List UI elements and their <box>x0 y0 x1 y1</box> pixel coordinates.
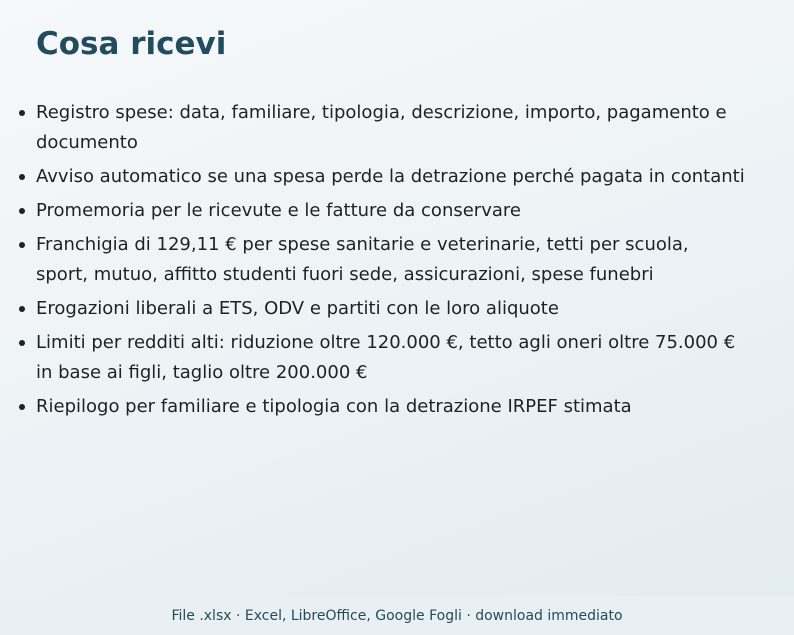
bullet-icon <box>19 110 25 116</box>
list-item <box>36 98 756 158</box>
list-item <box>36 392 756 422</box>
list-item-text: Franchigia di 129,11 € per spese sanitarie e veterinarie, tetti per scuola, sport, mutuo, affitto studenti fuori sede, assicurazioni, spese funebri <box>36 234 689 285</box>
feature-list <box>36 98 756 426</box>
bullet-icon <box>19 174 25 180</box>
bullet-icon <box>19 340 25 346</box>
list-item-text: Limiti per redditi alti: riduzione oltre 120.000 €, tetto agli oneri oltre 75.000 € in base ai figli, taglio oltre 200.000 € <box>36 332 736 383</box>
list-item <box>36 162 756 192</box>
bullet-icon <box>19 208 25 214</box>
list-item-text: Avviso automatico se una spesa perde la detrazione perché pagata in contanti <box>36 166 745 187</box>
list-item <box>36 294 756 324</box>
list-item <box>36 328 756 388</box>
list-item-text: Registro spese: data, familiare, tipologia, descrizione, importo, pagamento e documento <box>36 102 727 153</box>
page-title: Cosa ricevi <box>36 26 227 62</box>
list-item-text: Erogazioni liberali a ETS, ODV e partiti con le loro aliquote <box>36 298 559 319</box>
list-item-text: Riepilogo per familiare e tipologia con la detrazione IRPEF stimata <box>36 396 632 417</box>
bullet-icon <box>19 404 25 410</box>
list-item-text: Promemoria per le ricevute e le fatture da conservare <box>36 200 521 221</box>
list-item <box>36 196 756 226</box>
bullet-icon <box>19 306 25 312</box>
list-item <box>36 230 756 290</box>
footer-bar <box>0 596 794 635</box>
footer-text: File .xlsx · Excel, LibreOffice, Google Fogli · download immediato <box>171 607 623 624</box>
bullet-icon <box>19 242 25 248</box>
